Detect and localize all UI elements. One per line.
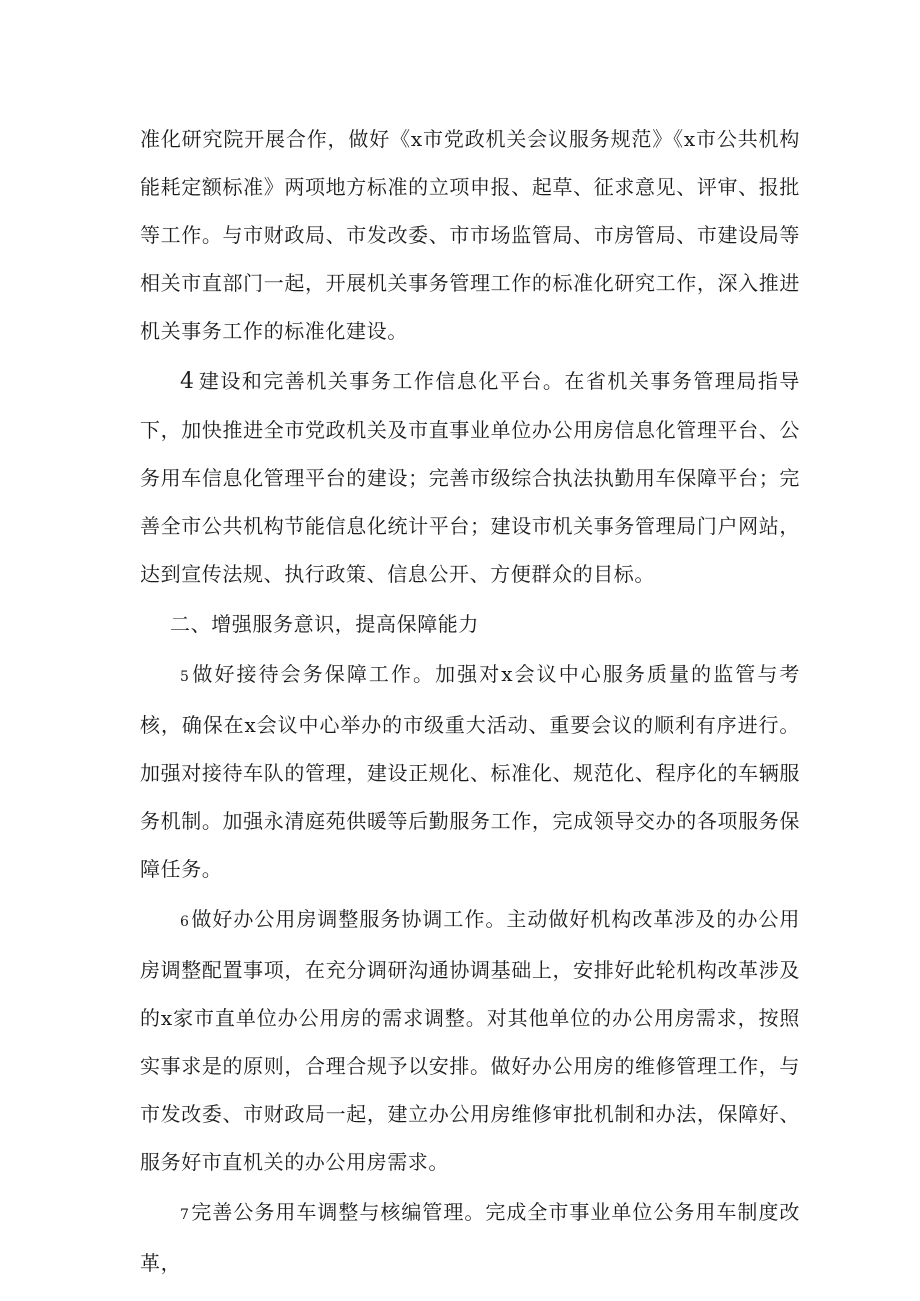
paragraph-number: 4: [180, 369, 194, 394]
section-heading: [140, 600, 800, 648]
paragraph-text: 做好办公用房调整服务协调工作。主动做好机构改革涉及的办公用房调整配置事项，在充分调研沟通协调基础上，安排好此轮机构改革涉及的x家市直单位办公用房的需求调整。对其他单位的办公用房需求，按照实事求是的原则，合理合规予以安排。做好办公用房的维修管理工作，与市发改委、市财政局一起，建立办公用房维修审批机制和办法，保障好、服务好市直机关的办公用房需求。: [140, 907, 800, 1174]
paragraph-office-space: [140, 895, 800, 1186]
paragraph-official-vehicles: [140, 1188, 800, 1287]
paragraph-reception-service: [140, 650, 800, 893]
paragraph-text: 建设和完善机关事务工作信息化平台。在省机关事务管理局指导下，加快推进全市党政机关及市直事业单位办公用房信息化管理平台、公务用车信息化管理平台的建设；完善市级综合执法执勤用车保障平台；完善全市公共机构节能信息化统计平台；建设市机关事务管理局门户网站，达到宣传法规、执行政策、信息公开、方便群众的目标。: [140, 369, 800, 586]
paragraph-standardization: [140, 115, 800, 355]
paragraph-number: 7: [180, 1207, 189, 1223]
paragraph-text: 做好接待会务保障工作。加强对x会议中心服务质量的监管与考核，确保在x会议中心举办的市级重大活动、重要会议的顺利有序进行。加强对接待车队的管理，建设正规化、标准化、规范化、程序化的车辆服务机制。加强永清庭苑供暖等后勤服务工作，完成领导交办的各项服务保障任务。: [140, 662, 800, 881]
document-body: [140, 115, 800, 1287]
paragraph-number: 5: [180, 669, 189, 685]
section-heading-text: 二、增强服务意识，提高保障能力: [170, 612, 479, 636]
paragraph-text: 准化研究院开展合作，做好《x市党政机关会议服务规范》《x市公共机构能耗定额标准》两项地方标准的立项申报、起草、征求意见、评审、报批等工作。与市财政局、市发改委、市市场监管局、市房管局、市建设局等相关市直部门一起，开展机关事务管理工作的标准化研究工作，深入推进机关事务工作的标准化建设。: [140, 127, 800, 343]
paragraph-text: 完善公务用车调整与核编管理。完成全市事业单位公务用车制度改革，: [140, 1200, 800, 1275]
paragraph-number: 6: [180, 914, 189, 930]
paragraph-informatization-platform: [140, 357, 800, 598]
